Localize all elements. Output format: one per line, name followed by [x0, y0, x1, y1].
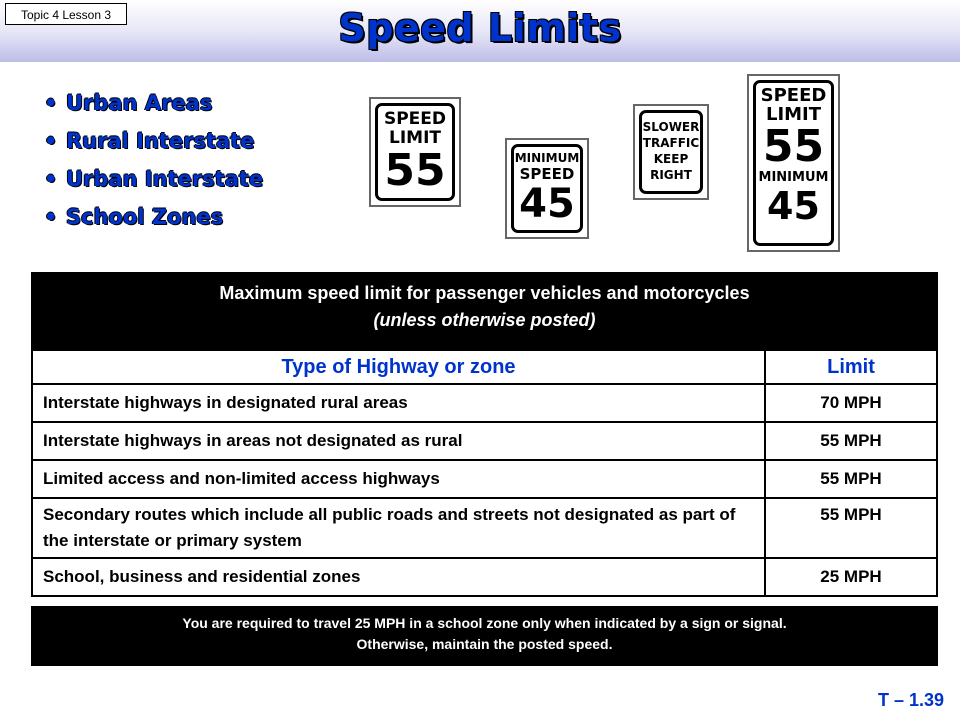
- bullet-text: School Zones: [66, 205, 224, 229]
- sign-text: SPEED: [383, 109, 447, 129]
- highway-type-cell: Interstate highways in designated rural areas: [32, 384, 765, 422]
- bullet-icon: •: [44, 91, 58, 115]
- bullet-item: [44, 164, 263, 202]
- slower-traffic-sign-image: [633, 104, 709, 200]
- highway-type-cell: Secondary routes which include all public roads and streets not designated as part of the interstate or primary system: [32, 498, 765, 558]
- sign-text: SLOWER: [642, 120, 700, 134]
- speed-limit-table: [31, 349, 938, 597]
- speed-limit-sign-image: [369, 97, 461, 207]
- table-row: [32, 384, 937, 422]
- table-header-row: [32, 350, 937, 384]
- sign-number: 55: [762, 121, 825, 172]
- bullet-item: [44, 126, 263, 164]
- slide-number: T – 1.39: [877, 690, 944, 710]
- table-caption-title: Maximum speed limit for passenger vehicles and motorcycles: [219, 283, 750, 303]
- table-row: [32, 422, 937, 460]
- sign-number: 55: [384, 145, 446, 196]
- bullet-text: Urban Interstate: [66, 167, 264, 191]
- page-title: Speed Limits: [338, 6, 622, 50]
- sign-number: 45: [767, 184, 820, 228]
- bullet-item: [44, 88, 263, 126]
- limit-cell: 70 MPH: [765, 384, 937, 422]
- bullet-text: Urban Areas: [66, 91, 213, 115]
- sign-text: SPEED: [760, 85, 827, 106]
- bullet-icon: •: [44, 167, 58, 191]
- speed-limit-minimum-sign-image: [747, 74, 840, 252]
- table-caption: [31, 272, 938, 351]
- column-header-type: Type of Highway or zone: [32, 350, 765, 384]
- bullet-icon: •: [44, 129, 58, 153]
- table-row: [32, 460, 937, 498]
- sign-text: TRAFFIC: [642, 136, 700, 150]
- sign-text: SPEED: [519, 165, 575, 183]
- highway-type-cell: Limited access and non-limited access highways: [32, 460, 765, 498]
- table-row: [32, 498, 937, 558]
- limit-cell: 25 MPH: [765, 558, 937, 596]
- bullet-list: [44, 88, 263, 240]
- table-row: [32, 558, 937, 596]
- minimum-speed-sign-image: [505, 138, 589, 239]
- bullet-icon: •: [44, 205, 58, 229]
- sign-text: MINIMUM: [758, 170, 829, 185]
- limit-cell: 55 MPH: [765, 460, 937, 498]
- note-line: You are required to travel 25 MPH in a school zone only when indicated by a sign or signal.: [182, 615, 787, 631]
- sign-text: LIMIT: [389, 128, 441, 148]
- sign-text: MINIMUM: [514, 151, 580, 165]
- highway-type-cell: School, business and residential zones: [32, 558, 765, 596]
- sign-text: RIGHT: [650, 168, 692, 182]
- sign-text: LIMIT: [765, 104, 822, 125]
- limit-cell: 55 MPH: [765, 498, 937, 558]
- school-zone-note: [31, 606, 938, 666]
- limit-cell: 55 MPH: [765, 422, 937, 460]
- bullet-item: [44, 202, 263, 240]
- column-header-limit: Limit: [765, 350, 937, 384]
- table-caption-subtitle: (unless otherwise posted): [373, 310, 596, 330]
- highway-type-cell: Interstate highways in areas not designated as rural: [32, 422, 765, 460]
- sign-number: 45: [519, 181, 575, 227]
- note-line: Otherwise, maintain the posted speed.: [356, 636, 613, 652]
- topic-label: Topic 4 Lesson 3: [5, 3, 127, 25]
- bullet-text: Rural Interstate: [66, 129, 255, 153]
- sign-text: KEEP: [653, 152, 689, 166]
